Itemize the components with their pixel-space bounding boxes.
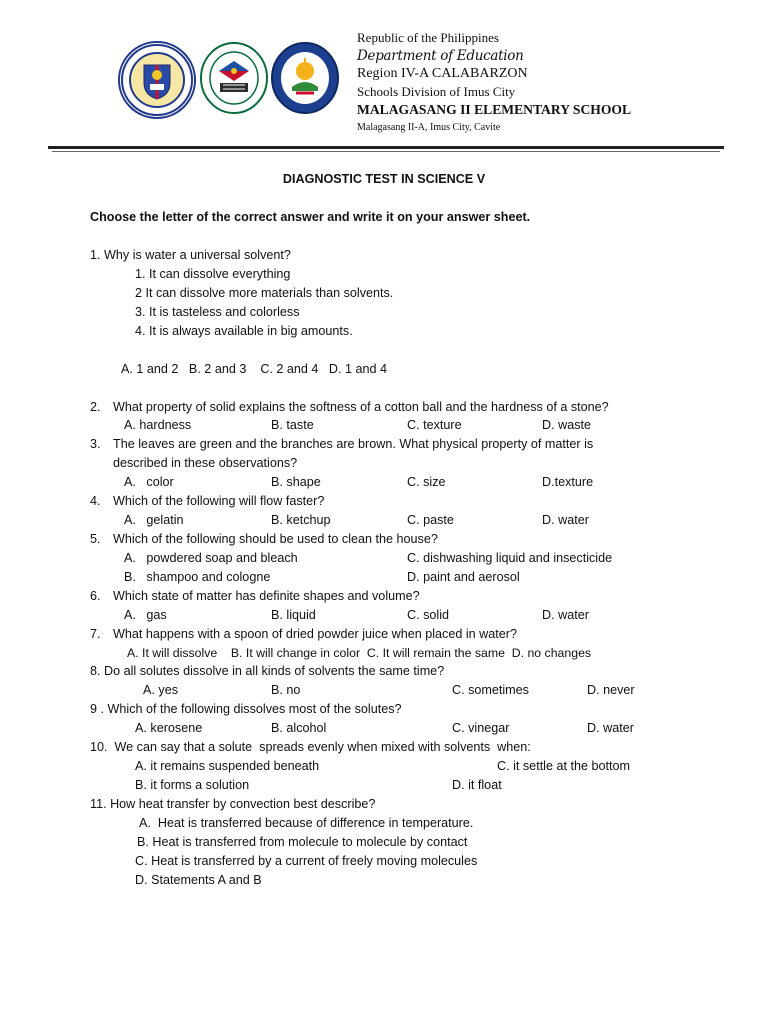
q5-number: 5.: [90, 532, 101, 546]
q2-number: 2.: [90, 400, 101, 414]
header-region: Region IV-A CALABARZON: [357, 66, 528, 81]
q8-choice-a: A. yes: [143, 683, 178, 697]
q3-choice-c: C. size: [407, 475, 446, 489]
q5-choice-c: C. dishwashing liquid and insecticide: [407, 551, 613, 565]
q1-statement: 1. It can dissolve everything: [135, 267, 291, 281]
q10-stem: 10. We can say that a solute spreads evenly when mixed with solvents when:: [90, 740, 531, 754]
q3-number: 3.: [90, 437, 101, 451]
q5-stem: Which of the following should be used to clean the house?: [113, 532, 438, 546]
q2-choice-c: C. texture: [407, 418, 462, 432]
q3-stem: The leaves are green and the branches are brown. What physical property of matter is: [113, 437, 594, 451]
q11-choice-d: D. Statements A and B: [135, 873, 262, 887]
header-school-address: Malagasang II-A, Imus City, Cavite: [357, 122, 501, 133]
q1-stem: 1. Why is water a universal solvent?: [90, 248, 291, 262]
q8-choice-b: B. no: [271, 683, 301, 697]
q9-choice-b: B. alcohol: [271, 721, 327, 735]
q7-number: 7.: [90, 627, 101, 641]
q11-choice-c: C. Heat is transferred by a current of freely moving molecules: [135, 854, 478, 868]
header-divider: [48, 146, 724, 149]
q8-choice-c: C. sometimes: [452, 683, 529, 697]
q10-choice-a: A. it remains suspended beneath: [135, 759, 320, 773]
malagasang-ii-es-seal: [270, 41, 340, 115]
q10-choice-d: D. it float: [452, 778, 502, 792]
header-republic: Republic of the Philippines: [357, 30, 499, 45]
q6-number: 6.: [90, 589, 101, 603]
q6-stem: Which state of matter has definite shapes and volume?: [113, 589, 420, 603]
q3-choice-d: D.texture: [542, 475, 594, 489]
header-department: Department of Education: [357, 48, 524, 64]
q10-choice-b: B. it forms a solution: [135, 778, 250, 792]
q5-choice-b: B. shampoo and cologne: [124, 570, 271, 584]
q7-choices: A. It will dissolve B. It will change in color C. It will remain the same D. no changes: [127, 646, 592, 660]
q11-choice-a: A. Heat is transferred because of difference in temperature.: [139, 816, 474, 830]
q10-choice-c: C. it settle at the bottom: [497, 759, 630, 773]
q3-choice-a: A. color: [124, 475, 174, 489]
q6-choice-a: A. gas: [124, 608, 167, 622]
header-divider-thin: [52, 151, 720, 152]
q2-choice-d: D. waste: [542, 418, 591, 432]
q4-choice-c: C. paste: [407, 513, 454, 527]
q11-stem: 11. How heat transfer by convection best describe?: [90, 797, 376, 811]
deped-seal: [118, 41, 196, 119]
q4-stem: Which of the following will flow faster?: [113, 494, 325, 508]
q2-stem: What property of solid explains the softness of a cotton ball and the hardness of a stone?: [113, 400, 609, 414]
q9-choice-c: C. vinegar: [452, 721, 510, 735]
q2-choice-a: A. hardness: [124, 418, 192, 432]
division-of-imus-city-seal: [199, 41, 269, 115]
q6-choice-d: D. water: [542, 608, 589, 622]
q9-stem: 9 . Which of the following dissolves most of the solutes?: [90, 702, 402, 716]
q6-choice-c: C. solid: [407, 608, 449, 622]
q1-statement: 4. It is always available in big amounts.: [135, 324, 353, 338]
q5-choice-a: A. powdered soap and bleach: [124, 551, 298, 565]
q4-number: 4.: [90, 494, 101, 508]
q1-statement: 2 It can dissolve more materials than solvents.: [135, 286, 394, 300]
q8-choice-d: D. never: [587, 683, 635, 697]
q4-choice-b: B. ketchup: [271, 513, 331, 527]
q1-choices: A. 1 and 2 B. 2 and 3 C. 2 and 4 D. 1 and 4: [121, 362, 388, 376]
q2-choice-b: B. taste: [271, 418, 314, 432]
q11-choice-b: B. Heat is transferred from molecule to molecule by contact: [137, 835, 468, 849]
q3-stem-continued: described in these observations?: [113, 456, 298, 470]
q9-choice-a: A. kerosene: [135, 721, 203, 735]
instructions: Choose the letter of the correct answer and write it on your answer sheet.: [90, 210, 531, 224]
q7-stem: What happens with a spoon of dried powder juice when placed in water?: [113, 627, 517, 641]
header-division: Schools Division of Imus City: [357, 84, 516, 99]
q8-stem: 8. Do all solutes dissolve in all kinds of solvents the same time?: [90, 664, 445, 678]
q6-choice-b: B. liquid: [271, 608, 316, 622]
q1-statement: 3. It is tasteless and colorless: [135, 305, 300, 319]
test-title: DIAGNOSTIC TEST IN SCIENCE V: [282, 172, 486, 186]
q9-choice-d: D. water: [587, 721, 634, 735]
header-school-name: MALAGASANG II ELEMENTARY SCHOOL: [357, 102, 632, 117]
q4-choice-a: A. gelatin: [124, 513, 184, 527]
q4-choice-d: D. water: [542, 513, 589, 527]
q5-choice-d: D. paint and aerosol: [407, 570, 520, 584]
q3-choice-b: B. shape: [271, 475, 321, 489]
